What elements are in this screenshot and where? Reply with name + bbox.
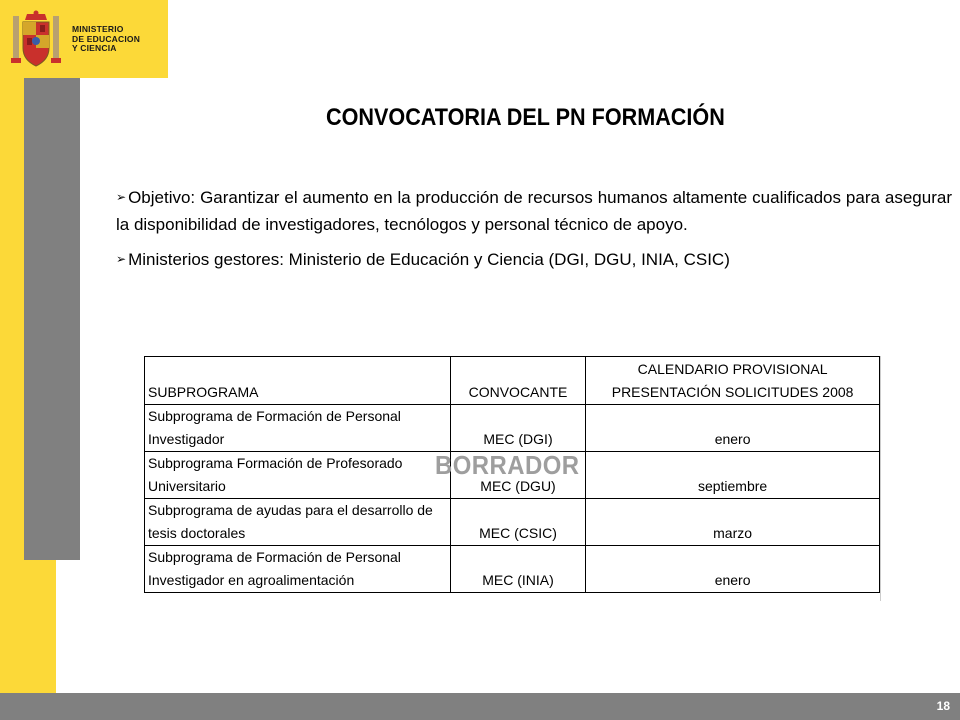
subprograma-cell: Subprograma de ayudas para el desarrollo de tesis doctorales [145,499,451,546]
table-right-edge [880,356,887,601]
convocante-cell: MEC (DGU) [450,452,585,499]
footer-bar [0,693,960,720]
fecha-cell: marzo [586,499,880,546]
table-row [145,499,880,546]
bullet-list [116,184,952,281]
draft-watermark: BORRADOR [435,450,580,480]
header-convocante: CONVOCANTE [450,357,585,405]
bullet-ministerios: ➢ Ministerios gestores: Ministerio de Educación y Ciencia (DGI, DGU, INIA, CSIC) [116,250,730,269]
coat-of-arms-icon [9,10,63,70]
header-subprograma: SUBPROGRAMA [145,357,451,405]
convocante-cell: MEC (DGI) [450,405,585,452]
table-header-row [145,357,880,405]
ministry-name: MINISTERIO DE EDUCACION Y CIENCIA [72,24,141,53]
subprograma-cell: Subprograma Formación de Profesorado Universitario [145,452,451,499]
fecha-cell: enero [586,546,880,593]
subprograma-cell: Subprograma de Formación de Personal Investigador [145,405,451,452]
arrow-bullet-icon: ➢ [116,190,127,204]
left-gray-bar [24,78,80,560]
convocante-cell: MEC (INIA) [450,546,585,593]
ministry-logo [0,0,168,78]
fecha-cell: septiembre [586,452,880,499]
arrow-bullet-icon: ➢ [116,252,127,266]
page-title: CONVOCATORIA DEL PN FORMACIÓN [326,104,725,131]
convocante-cell: MEC (CSIC) [450,499,585,546]
bullet-objetivo: ➢ Objetivo: Garantizar el aumento en la producción de recursos humanos altamente cualificados para asegurar la disponibilidad de investigadores, tecnólogos y personal técnico de apoyo. [116,188,952,234]
header-calendario: CALENDARIO PROVISIONAL PRESENTACIÓN SOLICITUDES 2008 [586,357,880,405]
page-number: 18 [936,699,950,713]
fecha-cell: enero [586,405,880,452]
table-row [145,405,880,452]
subprograma-cell: Subprograma de Formación de Personal Investigador en agroalimentación [145,546,451,593]
table-row [145,546,880,593]
